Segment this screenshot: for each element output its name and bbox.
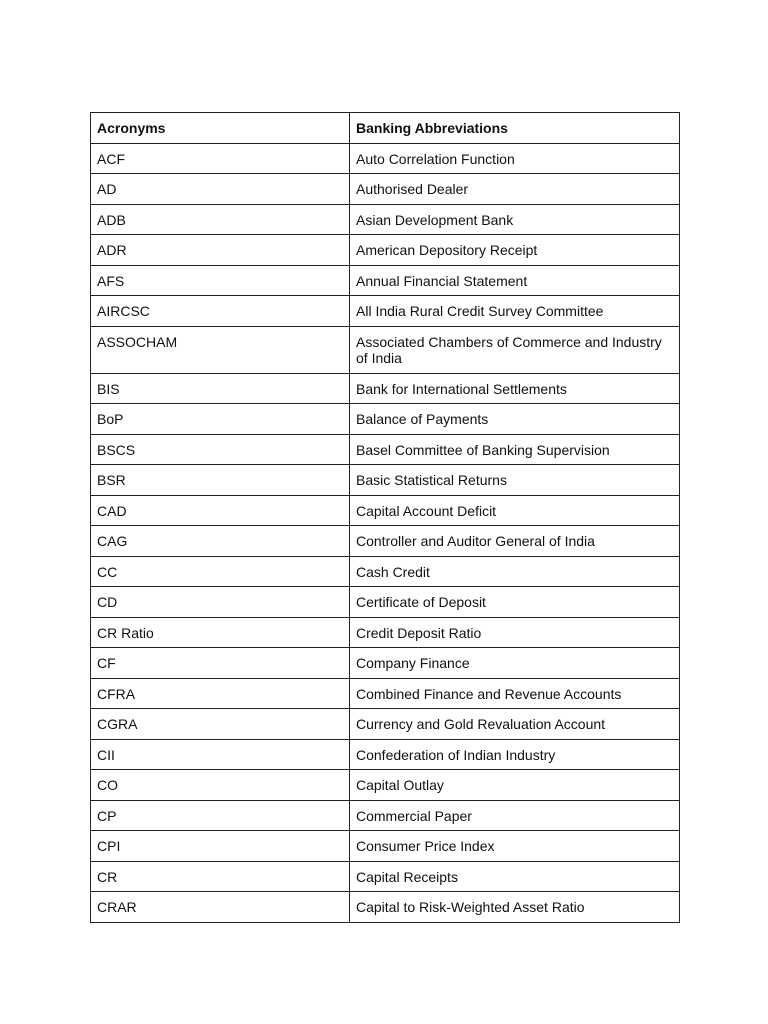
table-row	[91, 404, 680, 435]
acronym-cell: ADB	[91, 204, 350, 235]
abbreviation-cell: Capital Receipts	[350, 861, 680, 892]
acronym-cell: CC	[91, 556, 350, 587]
abbreviation-cell: Associated Chambers of Commerce and Industry of India	[350, 326, 680, 373]
table-row	[91, 678, 680, 709]
acronym-cell: CO	[91, 770, 350, 801]
abbreviation-cell: Capital Outlay	[350, 770, 680, 801]
abbreviation-cell: Credit Deposit Ratio	[350, 617, 680, 648]
abbreviation-cell: American Depository Receipt	[350, 235, 680, 266]
table-row	[91, 326, 680, 373]
abbreviation-cell: Confederation of Indian Industry	[350, 739, 680, 770]
abbreviation-cell: Cash Credit	[350, 556, 680, 587]
table-row	[91, 296, 680, 327]
acronym-cell: CD	[91, 587, 350, 618]
table-row	[91, 617, 680, 648]
abbreviation-cell: Asian Development Bank	[350, 204, 680, 235]
abbreviation-cell: Certificate of Deposit	[350, 587, 680, 618]
acronym-cell: CAG	[91, 526, 350, 557]
table-row	[91, 831, 680, 862]
table-row	[91, 143, 680, 174]
acronym-cell: CF	[91, 648, 350, 679]
acronym-cell: CR	[91, 861, 350, 892]
table-row	[91, 174, 680, 205]
table-row	[91, 892, 680, 923]
table-body	[91, 143, 680, 922]
acronym-cell: CRAR	[91, 892, 350, 923]
header-banking-abbreviations: Banking Abbreviations	[350, 113, 680, 144]
table-row	[91, 526, 680, 557]
acronym-cell: AD	[91, 174, 350, 205]
abbreviation-cell: Currency and Gold Revaluation Account	[350, 709, 680, 740]
table-header-row	[91, 113, 680, 144]
table-row	[91, 235, 680, 266]
table-row	[91, 587, 680, 618]
abbreviation-cell: Auto Correlation Function	[350, 143, 680, 174]
abbreviation-cell: Authorised Dealer	[350, 174, 680, 205]
acronym-cell: CP	[91, 800, 350, 831]
acronym-cell: CAD	[91, 495, 350, 526]
acronym-cell: ACF	[91, 143, 350, 174]
table-row	[91, 465, 680, 496]
acronym-cell: CII	[91, 739, 350, 770]
table-row	[91, 739, 680, 770]
acronym-cell: BoP	[91, 404, 350, 435]
acronym-cell: ASSOCHAM	[91, 326, 350, 373]
abbreviation-cell: Bank for International Settlements	[350, 373, 680, 404]
acronym-cell: BSCS	[91, 434, 350, 465]
acronym-cell: AIRCSC	[91, 296, 350, 327]
table-row	[91, 770, 680, 801]
table-row	[91, 709, 680, 740]
header-acronyms: Acronyms	[91, 113, 350, 144]
abbreviation-cell: Balance of Payments	[350, 404, 680, 435]
acronym-cell: CGRA	[91, 709, 350, 740]
abbreviation-cell: Company Finance	[350, 648, 680, 679]
table-row	[91, 648, 680, 679]
acronym-cell: ADR	[91, 235, 350, 266]
acronym-cell: CR Ratio	[91, 617, 350, 648]
abbreviation-cell: Capital to Risk-Weighted Asset Ratio	[350, 892, 680, 923]
table-row	[91, 265, 680, 296]
abbreviation-cell: Consumer Price Index	[350, 831, 680, 862]
acronym-cell: CFRA	[91, 678, 350, 709]
table-row	[91, 861, 680, 892]
abbreviation-cell: Capital Account Deficit	[350, 495, 680, 526]
table-row	[91, 434, 680, 465]
acronym-cell: BIS	[91, 373, 350, 404]
abbreviation-cell: All India Rural Credit Survey Committee	[350, 296, 680, 327]
acronym-cell: AFS	[91, 265, 350, 296]
abbreviation-cell: Basic Statistical Returns	[350, 465, 680, 496]
abbreviations-table	[90, 112, 680, 923]
acronym-cell: CPI	[91, 831, 350, 862]
table-row	[91, 204, 680, 235]
table-row	[91, 800, 680, 831]
acronym-cell: BSR	[91, 465, 350, 496]
table-row	[91, 373, 680, 404]
abbreviation-cell: Controller and Auditor General of India	[350, 526, 680, 557]
abbreviation-cell: Basel Committee of Banking Supervision	[350, 434, 680, 465]
abbreviation-cell: Combined Finance and Revenue Accounts	[350, 678, 680, 709]
table-row	[91, 495, 680, 526]
abbreviation-cell: Annual Financial Statement	[350, 265, 680, 296]
abbreviation-cell: Commercial Paper	[350, 800, 680, 831]
table-row	[91, 556, 680, 587]
